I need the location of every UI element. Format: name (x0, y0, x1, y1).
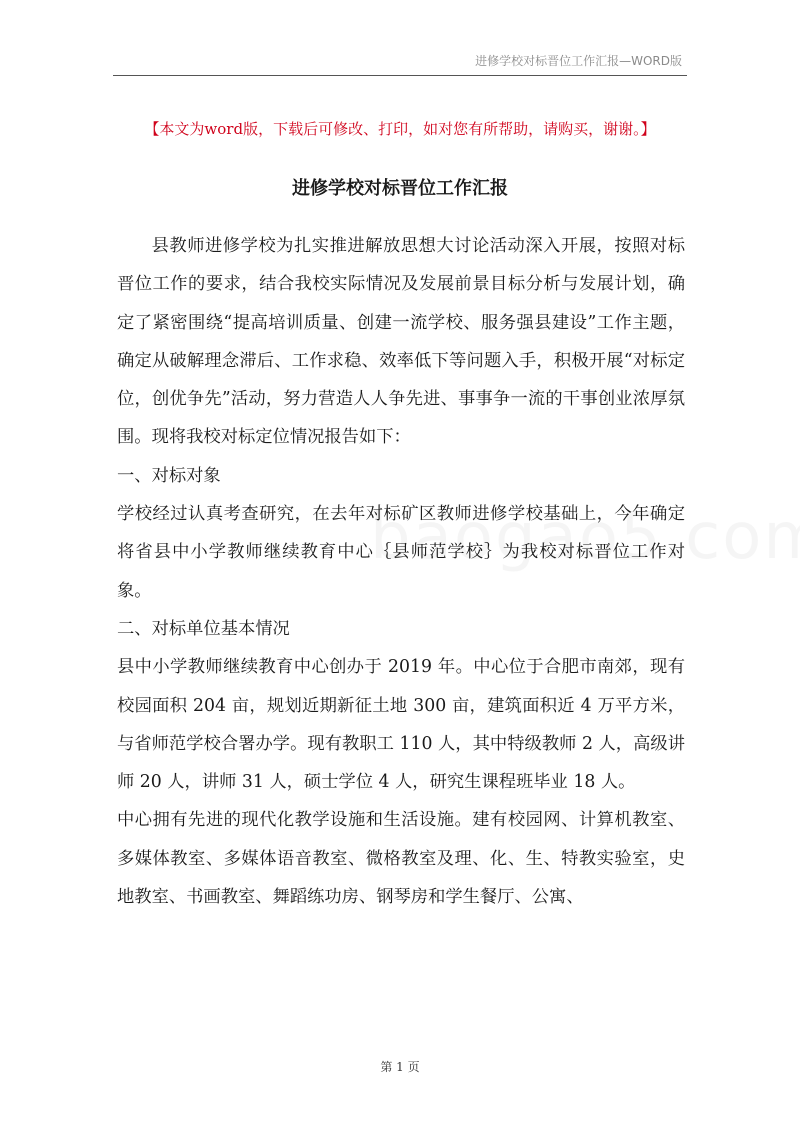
section-heading-1: 一、对标对象 (117, 465, 221, 486)
section-heading-2: 二、对标单位基本情况 (117, 618, 290, 639)
intro-paragraph: 县教师进修学校为扎实推进解放思想大讨论活动深入开展，按照对标晋位工作的要求，结合我校实际情况及发展前景目标分析与发展计划，确定了紧密围绕“提高培训质量、创建一流学校、服务强县建设”工作主题，确定从破解理念滞后、工作求稳、效率低下等问题入手，积极开展“对标定位，创优争先”活动，努力营造人人争先进、事事争一流的干事创业浓厚氛围。现将我校对标定位情况报告如下： (117, 236, 685, 448)
document-body (117, 227, 685, 916)
paragraph-facilities: 中心拥有先进的现代化教学设施和生活设施。建有校园网、计算机教室、多媒体教室、多媒体语音教室、微格教室及理、化、生、特教实验室，史地教室、书画教室、舞蹈练功房、钢琴房和学生餐厅、公寓、 (117, 810, 685, 908)
document-title: 进修学校对标晋位工作汇报 (292, 178, 508, 199)
download-notice: 【本文为word版，下载后可修改、打印，如对您有所帮助，请购买，谢谢。】 (144, 120, 656, 138)
running-header: 进修学校对标晋位工作汇报—WORD版 (475, 54, 682, 68)
header-divider (113, 75, 687, 76)
page-number: 第 1 页 (380, 1060, 420, 1074)
paragraph-target: 学校经过认真考查研究，在去年对标矿区教师进修学校基础上，今年确定将省县中小学教师继续教育中心｛县师范学校｝为我校对标晋位工作对象。 (117, 504, 685, 601)
paragraph-basic-info: 县中小学教师继续教育中心创办于 2019 年。中心位于合肥市南郊，现有校园面积 204 亩，规划近期新征土地 300 亩，建筑面积近 4 万平方米，与省师范学校合署办学。现有教职工 110 人，其中特级教师 2 人，高级讲师 20 人，讲师 31 人，硕士学位 4 人，研究生课程班毕业 18 人。 (117, 657, 685, 793)
